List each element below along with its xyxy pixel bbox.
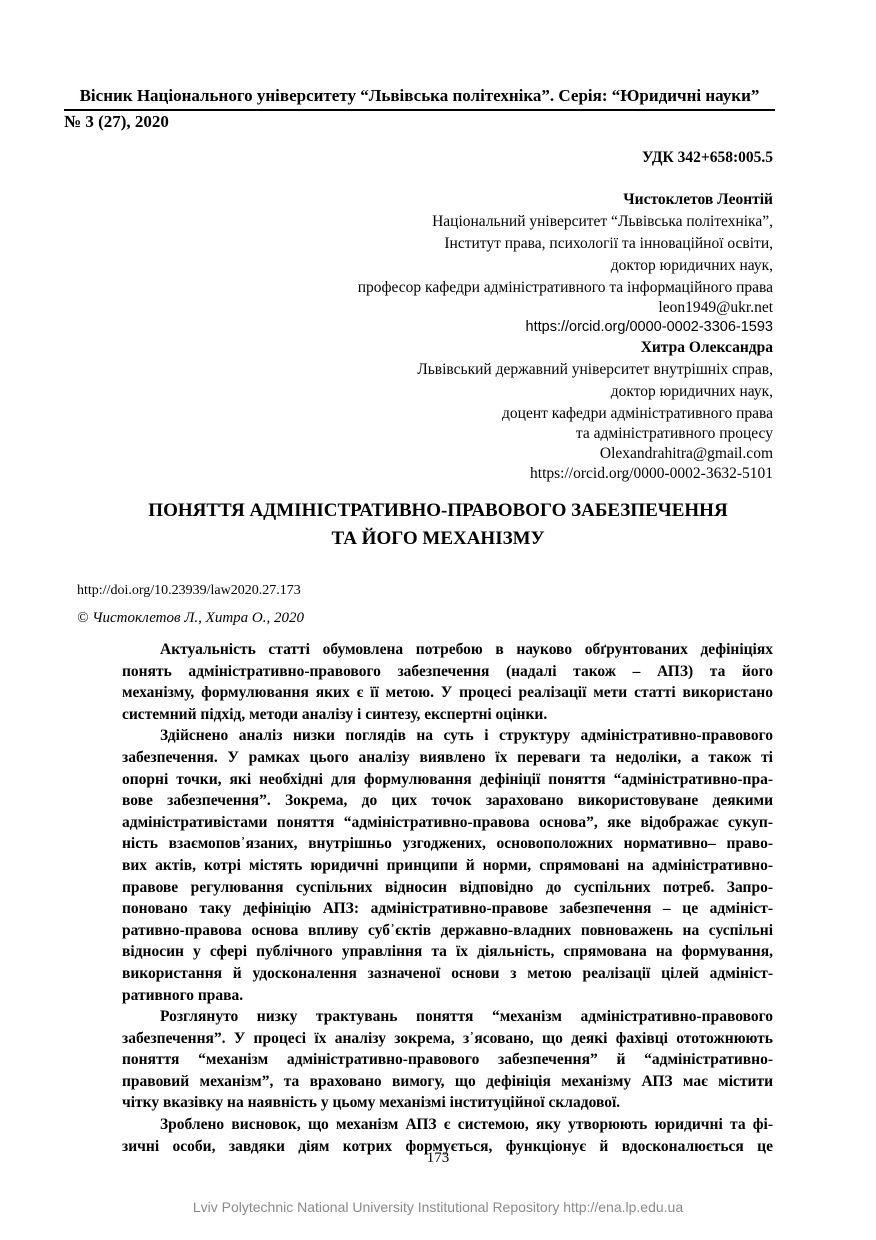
abstract-line: вих актів, котрі містять юридичні принципи й норми, спрямовані на адміністративно- bbox=[122, 856, 773, 874]
author-degree: доктор юридичних наук, bbox=[610, 257, 773, 274]
abstract-line: забезпечення”. У процесі їх аналізу зокрема, з᾽ясовано, що деякі фахівці ототожнюють bbox=[122, 1029, 773, 1047]
abstract-line: Актуальність статті обумовлена потребою в науково обґрунтованих дефініціях bbox=[160, 641, 773, 658]
abstract-line: Зроблено висновок, що механізм АПЗ є системою, яку утворюють юридичні та фі- bbox=[160, 1116, 773, 1134]
udc-code: УДК 342+658:005.5 bbox=[642, 149, 773, 166]
abstract-line: поняття “механізм адміністративно-правового забезпечення” й “адміністративно- bbox=[122, 1051, 773, 1069]
abstract-line: адміністративістами поняття “адміністративно-правова основа”, яке відображає сукуп- bbox=[122, 813, 773, 831]
author-position: доцент кафедри адміністративного права bbox=[502, 405, 773, 422]
abstract-line: системний підхід, методи аналізу і синтезу, експертні оцінки. bbox=[122, 705, 548, 723]
author-orcid[interactable]: https://orcid.org/0000-0002-3306-1593 bbox=[525, 319, 773, 335]
abstract-line: механізму, формулювання яких є її метою. У процесі реалізації мети статті використано bbox=[122, 684, 773, 702]
abstract-line: правовий механізм”, та враховано вимогу, що дефініція механізму АПЗ має містити bbox=[122, 1072, 773, 1090]
abstract-line: відносин у сфері публічного управління та їх діяльність, спрямована на формування, bbox=[122, 943, 773, 961]
abstract-line: Здійснено аналіз низки поглядів на суть і структуру адміністративно-правового bbox=[160, 727, 773, 745]
abstract-line: ративно-правова основа впливу суб᾽єктів державно-владних повноважень на суспільні bbox=[122, 921, 773, 939]
author-orcid[interactable]: https://orcid.org/0000-0002-3632-5101 bbox=[530, 465, 773, 482]
journal-header: Вісник Національного університету “Львівська політехніка”. Серія: “Юридичні науки” bbox=[79, 86, 760, 105]
abstract-line: опорні точки, які необхідні для формулювання дефініції поняття “адміністративно-пра- bbox=[122, 770, 773, 788]
author-name: Чистоклетов Леонтій bbox=[623, 191, 773, 208]
doi-link[interactable]: http://doi.org/10.23939/law2020.27.173 bbox=[77, 583, 301, 598]
repository-footer: Lviv Polytechnic National University Institutional Repository http://ena.lp.edu.ua bbox=[192, 1199, 684, 1215]
author-position: та адміністративного процесу bbox=[575, 425, 773, 442]
page-number: 173 bbox=[426, 1150, 450, 1166]
author-affiliation: Інститут права, психології та інноваційної освіти, bbox=[444, 235, 773, 252]
article-title bbox=[0, 497, 876, 553]
abstract-line: чітку вказівку на наявність у цьому механізмі інституційної складової. bbox=[122, 1094, 621, 1112]
abstract bbox=[122, 639, 773, 1157]
author-degree: доктор юридичних наук, bbox=[610, 383, 773, 400]
abstract-line: понять адміністративно-правового забезпечення (надалі також – АПЗ) та його bbox=[122, 662, 773, 680]
abstract-line: ність взаємопов᾽язаних, внутрішньо узгоджених, основоположних нормативно– право- bbox=[122, 835, 773, 853]
author-name: Хитра Олександра bbox=[640, 339, 773, 356]
abstract-line: правове регулювання суспільних відносин відповідно до суспільних потреб. Запро- bbox=[122, 878, 773, 896]
abstract-line: забезпечення. У рамках цього аналізу виявлено їх переваги та недоліки, а також ті bbox=[122, 748, 773, 766]
abstract-line: використання й удосконалення зазначеної основи з метою реалізації цілей адмініст- bbox=[122, 964, 773, 982]
author-email[interactable]: leon1949@ukr.net bbox=[658, 299, 773, 316]
issue-number: № 3 (27), 2020 bbox=[64, 112, 169, 131]
title-line: ТА ЙОГО МЕХАНІЗМУ bbox=[331, 528, 545, 549]
author-email[interactable]: Olexandrahitra@gmail.com bbox=[599, 445, 773, 462]
header-rule bbox=[64, 109, 775, 111]
abstract-line: вове забезпечення”. Зокрема, до цих точок зараховано використовуване деякими bbox=[122, 792, 773, 810]
author-affiliation: Львівський державний університет внутрішніх справ, bbox=[417, 361, 773, 378]
copyright: © Чистоклетов Л., Хитра О., 2020 bbox=[77, 610, 304, 626]
abstract-line: поновано таку дефініцію АПЗ: адміністративно-правове забезпечення – це адмініст- bbox=[122, 900, 773, 918]
abstract-line: Розглянуто низку трактувань поняття “механізм адміністративно-правового bbox=[160, 1008, 773, 1026]
author-position: професор кафедри адміністративного та інформаційного права bbox=[357, 279, 773, 296]
abstract-line: ративного права. bbox=[122, 986, 244, 1004]
title-line: ПОНЯТТЯ АДМІНІСТРАТИВНО-ПРАВОВОГО ЗАБЕЗПЕЧЕННЯ bbox=[148, 500, 728, 521]
author-affiliation: Національний університет “Львівська політехніка”, bbox=[432, 213, 773, 230]
abstract-line: зичні особи, завдяки діям котрих формується, функціонує й вдосконалюється це bbox=[122, 1137, 773, 1155]
